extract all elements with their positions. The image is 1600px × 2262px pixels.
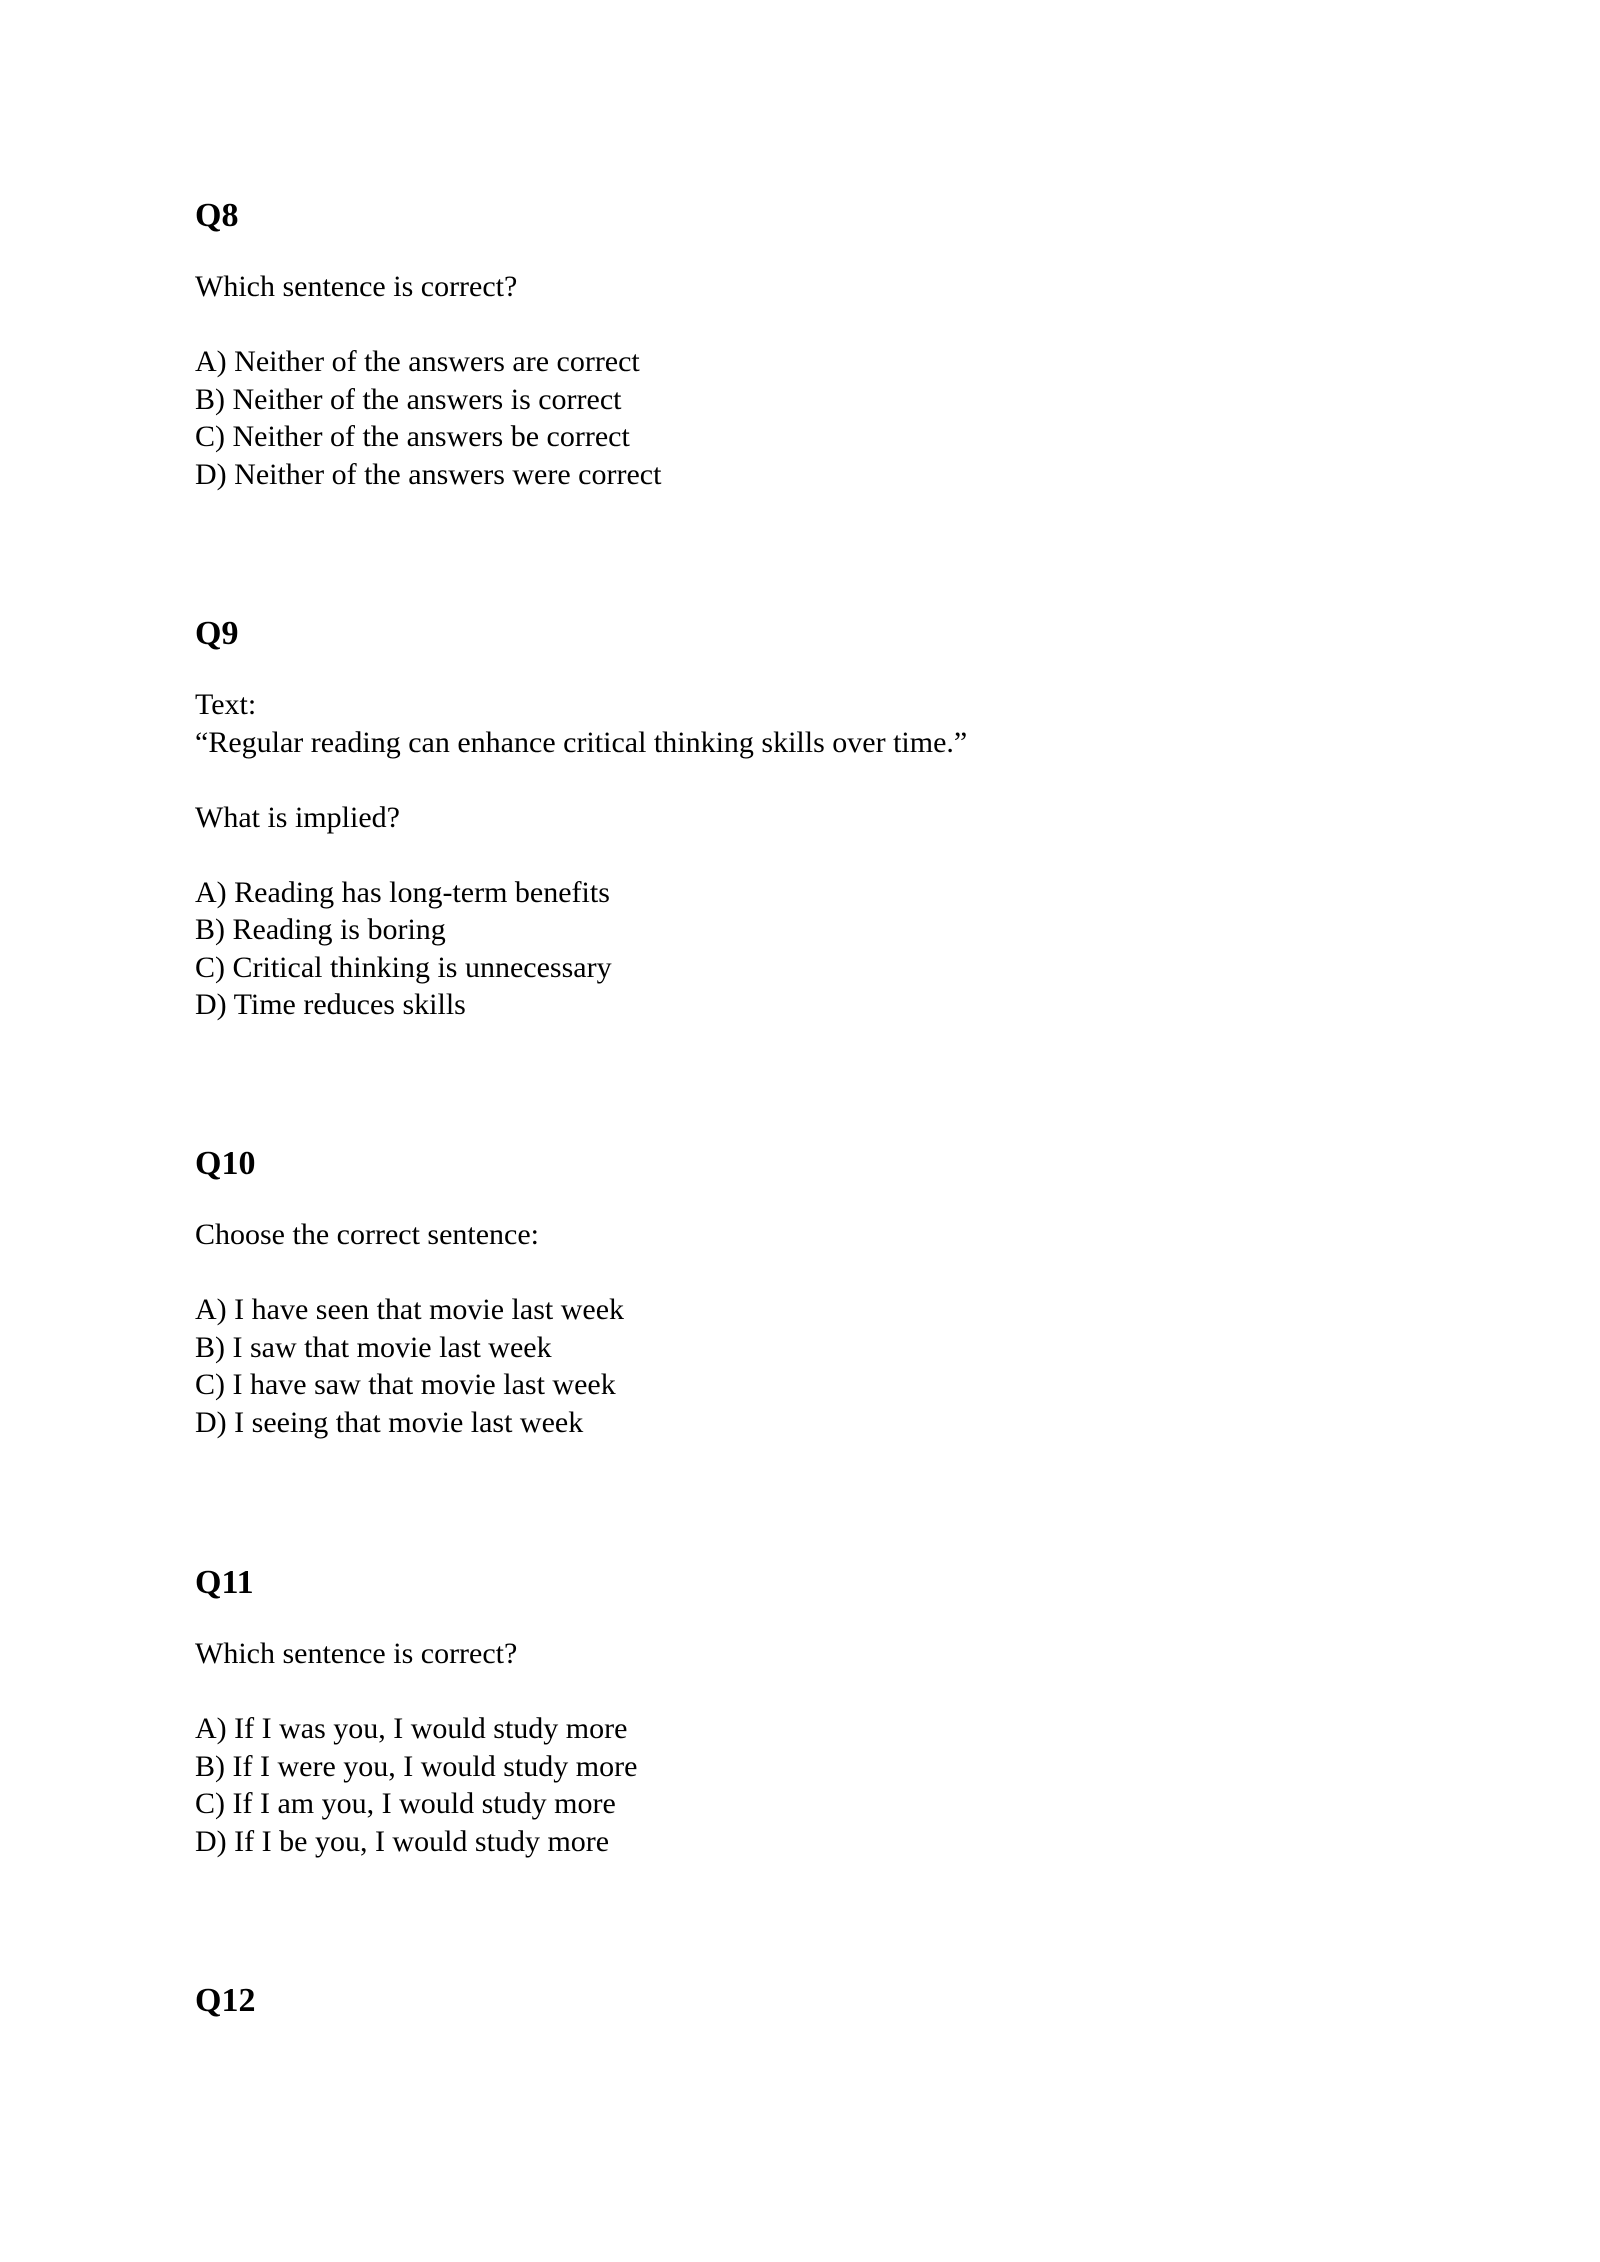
- answer-option-a: A) Neither of the answers are correct: [195, 345, 640, 378]
- question-body: [195, 1635, 1395, 1860]
- answer-options: [195, 1710, 1395, 1860]
- answer-option-a: A) I have seen that movie last week: [195, 1293, 625, 1326]
- question-prompt: Which sentence is correct?: [195, 1637, 518, 1670]
- question-title: Q10: [195, 1145, 256, 1182]
- answer-option-b: B) Neither of the answers is correct: [195, 382, 622, 416]
- question-prompt: Choose the correct sentence:: [195, 1218, 540, 1251]
- question-body: [195, 268, 1395, 493]
- answer-options: [195, 343, 1395, 493]
- answer-option-b: B) If I were you, I would study more: [195, 1749, 638, 1783]
- answer-option-a: A) If I was you, I would study more: [195, 1712, 628, 1745]
- question-q10: [195, 1144, 1395, 1441]
- question-prompt: Which sentence is correct?: [195, 270, 518, 303]
- answer-option-d: D) Neither of the answers were correct: [195, 457, 662, 491]
- question-title: Q11: [195, 1564, 254, 1601]
- answer-option-c: C) If I am you, I would study more: [195, 1787, 616, 1820]
- question-prompt: What is implied?: [195, 800, 400, 834]
- question-q9: [195, 614, 1395, 1024]
- question-title: Q9: [195, 615, 239, 652]
- answer-option-b: B) Reading is boring: [195, 913, 446, 946]
- answer-option-d: D) Time reduces skills: [195, 988, 466, 1021]
- answer-option-d: D) If I be you, I would study more: [195, 1824, 610, 1858]
- answer-options: [195, 1291, 1395, 1441]
- answer-option-a: A) Reading has long-term benefits: [195, 875, 610, 909]
- answer-option-c: C) I have saw that movie last week: [195, 1368, 616, 1401]
- answer-option-c: C) Critical thinking is unnecessary: [195, 950, 612, 984]
- question-q12: [195, 1981, 1395, 2021]
- question-title: Q8: [195, 197, 239, 234]
- answer-option-c: C) Neither of the answers be correct: [195, 420, 630, 453]
- answer-option-d: D) I seeing that movie last week: [195, 1405, 584, 1439]
- answer-options: [195, 874, 1395, 1024]
- question-body: [195, 686, 1395, 1024]
- text-passage: “Regular reading can enhance critical thinking skills over time.”: [195, 725, 968, 759]
- answer-option-b: B) I saw that movie last week: [195, 1330, 552, 1364]
- question-q11: [195, 1563, 1395, 1860]
- question-body: [195, 1216, 1395, 1441]
- question-title: Q12: [195, 1982, 256, 2019]
- text-label: Text:: [195, 688, 257, 721]
- question-q8: [195, 196, 1395, 493]
